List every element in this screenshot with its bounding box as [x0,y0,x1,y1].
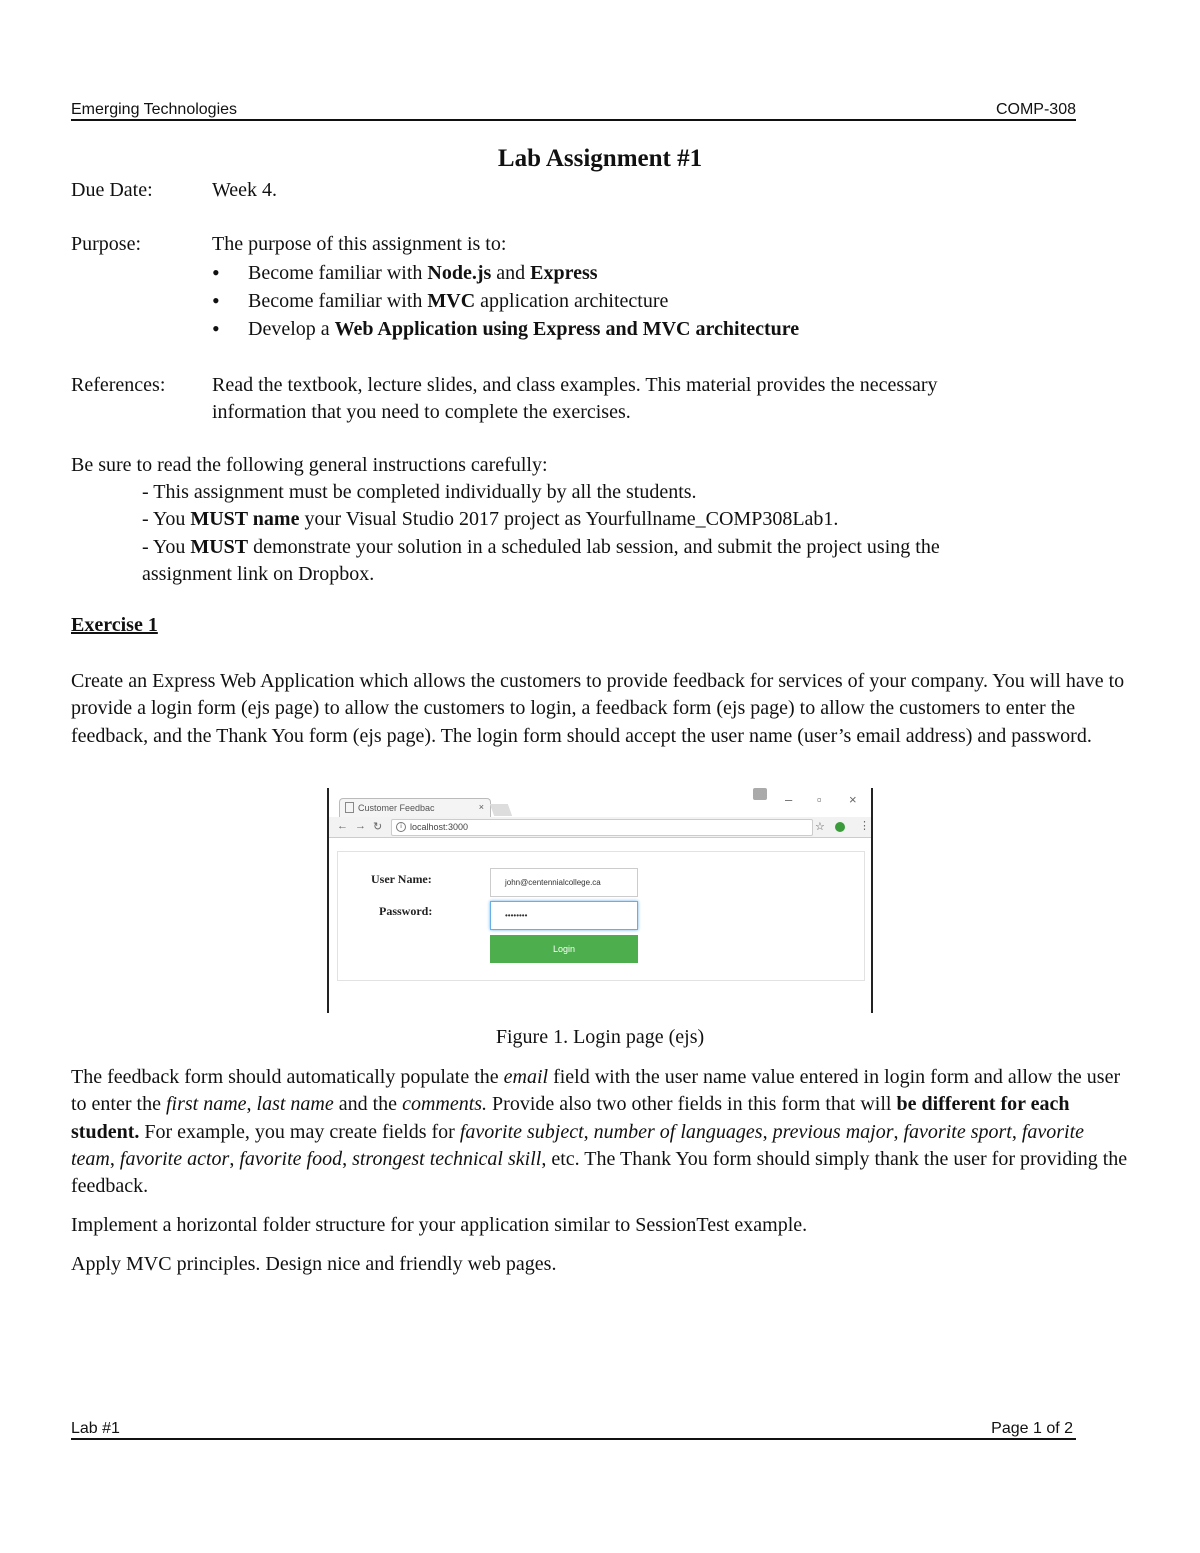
login-button: Login [490,935,638,963]
instruction-2: - You MUST name your Visual Studio 2017 project as Yourfullname_COMP308Lab1. [142,508,839,530]
address-bar [329,817,871,838]
info-icon: i [396,822,406,832]
references-line-2: information that you need to complete the exercises. [212,401,631,423]
maximize-icon: ▫ [817,792,822,807]
header-course-code: COMP-308 [995,101,1076,118]
mvc-text: Apply MVC principles. Design nice and friendly web pages. [71,1253,557,1275]
references-line-1: Read the textbook, lecture slides, and class examples. This material provides the necessary [212,374,938,396]
reload-icon: ↻ [373,821,383,833]
username-label: User Name: [371,872,432,886]
login-panel [337,851,865,981]
forward-icon: → [355,820,366,832]
instructions-intro: Be sure to read the following general instructions carefully: [71,454,548,476]
profile-icon [753,788,767,800]
purpose-label: Purpose: [71,233,141,255]
folder-structure-text: Implement a horizontal folder structure for your application similar to SessionTest example. [71,1214,808,1236]
instruction-3: - You MUST demonstrate your solution in a scheduled lab session, and submit the project using the [142,536,940,558]
instruction-1: - This assignment must be completed individually by all the students. [142,481,697,503]
due-date-value: Week 4. [212,179,278,201]
purpose-item: • Develop a Web Application using Express and MVC architecture [212,315,799,343]
feedback-paragraph: The feedback form should automatically populate the email field with the user name value entered in login form and allow the user to enter the first name, last name and the comments. Provide also two other fields in this form that will be different for each student. For example, you may create fields for favorite subject, number of languages, previous major, favorite sport, favorite team, favorite actor, favorite food, strongest technical skill, etc. The Thank You form should simply thank the user for providing the feedback. [71,1066,1128,1198]
instruction-3-cont: assignment link on Dropbox. [142,563,375,585]
purpose-list [212,259,799,343]
exercise-title: Exercise 1 [71,614,158,636]
footer-lab: Lab #1 [71,1420,120,1437]
minimize-icon: – [785,792,793,807]
username-field: john@centennialcollege.ca [490,868,638,897]
url-field [391,819,813,836]
page-title: Lab Assignment #1 [497,145,703,172]
browser-tab-title: Customer Feedbac [358,803,435,813]
extension-icon [835,822,845,832]
new-tab-icon [490,804,512,816]
references-label: References: [71,374,166,396]
figure-right-border [871,788,873,1013]
password-label: Password: [379,904,433,918]
url-text: localhost:3000 [410,822,469,832]
close-icon: × [478,802,484,812]
figure-caption: Figure 1. Login page (ejs) [495,1026,705,1048]
purpose-intro: The purpose of this assignment is to: [212,233,507,255]
footer-rule [71,1438,1076,1440]
header-course-name: Emerging Technologies [71,101,238,118]
exercise-description: Create an Express Web Application which allows the customers to provide feedback for services of your company. You will have to provide a login form (ejs page) to allow the customers to login, a feedback form (ejs page) to allow the customers to enter the feedback, and the Thank You form (ejs page). The login form should accept the user name (user’s email address) and password. [71,670,1125,747]
page-icon [345,802,354,813]
back-icon: ← [337,820,348,832]
browser-tab [339,798,491,817]
footer-page-number: Page 1 of 2 [991,1420,1073,1437]
header-rule [71,119,1076,121]
login-screenshot [327,788,873,1013]
star-icon: ☆ [815,821,825,833]
menu-icon: ⋮ [859,820,870,832]
password-field: •••••••• [490,901,638,930]
window-close-icon: × [849,792,857,807]
due-date-label: Due Date: [71,179,153,201]
purpose-item: • Become familiar with MVC application architecture [212,287,799,315]
purpose-item: • Become familiar with Node.js and Express [212,259,799,287]
